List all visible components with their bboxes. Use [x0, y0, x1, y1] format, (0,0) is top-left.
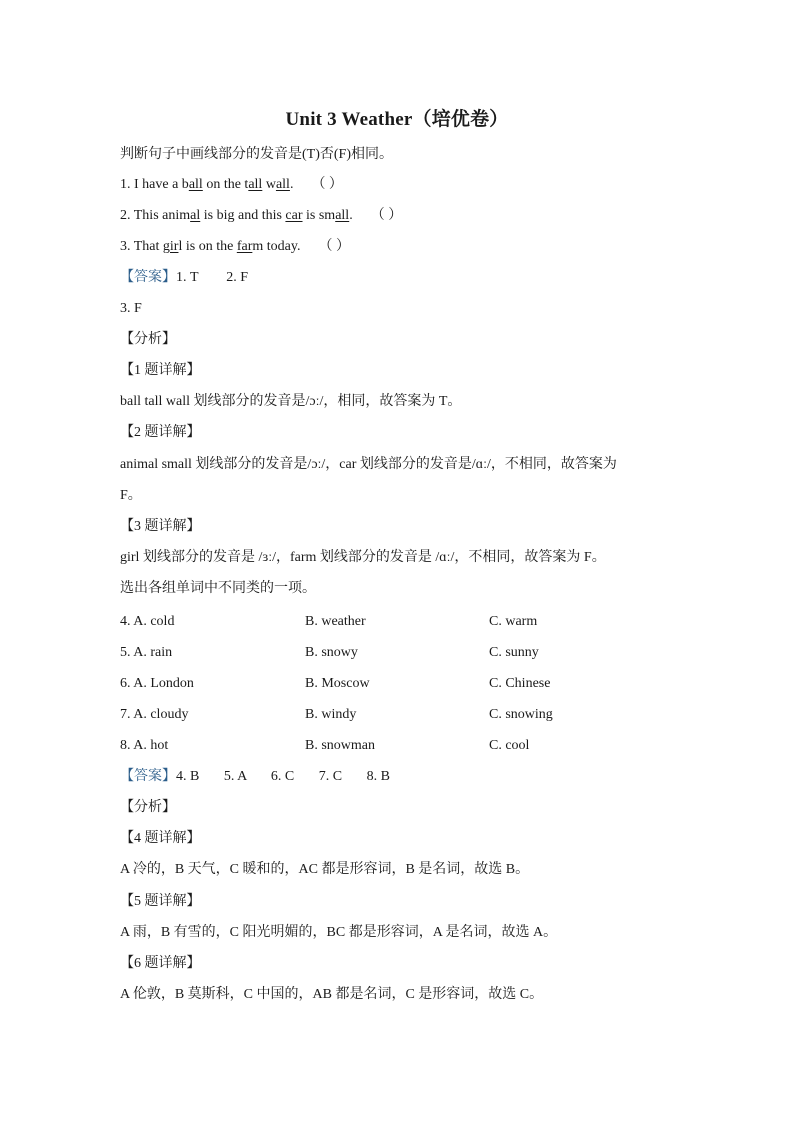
detail-text-3: girl 划线部分的发音是 /ɜː/，farm 划线部分的发音是 /ɑː/，不相同，故答案为 F。	[120, 550, 606, 565]
choice-5c: C. sunny	[489, 645, 539, 660]
question-1: 1. I have a ball on the tall wall. （ ）	[120, 177, 343, 192]
question-3: 3. That girl is on the farm today. （ ）	[120, 239, 350, 254]
detail-heading-3: 【3 题详解】	[120, 519, 201, 534]
answer-blank: （ ）	[370, 208, 403, 223]
question-2: 2. This animal is big and this car is small. （ ）	[120, 208, 403, 223]
instruction-2: 选出各组单词中不同类的一项。	[120, 581, 316, 596]
detail-heading-2: 【2 题详解】	[120, 425, 201, 440]
answer-1: 【答案】1. T 2. F	[120, 270, 249, 285]
choice-5a: 5. A. rain	[120, 645, 173, 660]
detail-text-2-cont: F。	[120, 488, 142, 503]
choice-7b: B. windy	[305, 707, 357, 722]
choice-8a: 8. A. hot	[120, 738, 169, 753]
choice-6a: 6. A. London	[120, 676, 194, 691]
analysis-heading-1: 【分析】	[120, 332, 176, 347]
detail-text-6: A 伦敦，B 莫斯科，C 中国的，AB 都是名词，C 是形容词，故选 C。	[120, 987, 544, 1002]
detail-text-1: ball tall wall 划线部分的发音是/ɔː/，相同，故答案为 T。	[120, 394, 462, 409]
detail-heading-6: 【6 题详解】	[120, 956, 201, 971]
answer-blank: （ ）	[318, 239, 350, 254]
detail-heading-1: 【1 题详解】	[120, 363, 201, 378]
detail-heading-5: 【5 题详解】	[120, 894, 201, 909]
choice-8b: B. snowman	[305, 738, 375, 753]
answer-tag: 【答案】	[120, 270, 176, 285]
page-title: Unit 3 Weather（培优卷）	[285, 109, 509, 130]
answer-tag: 【答案】	[120, 769, 176, 784]
choice-8c: C. cool	[489, 738, 530, 753]
choice-6c: C. Chinese	[489, 676, 551, 691]
choice-4a: 4. A. cold	[120, 614, 175, 629]
choice-7c: C. snowing	[489, 707, 553, 722]
answer-2: 【答案】4. B 5. A 6. C 7. C 8. B	[120, 769, 390, 784]
detail-text-2: animal small 划线部分的发音是/ɔː/，car 划线部分的发音是/ɑː/，不相同，故答案为	[120, 457, 617, 472]
detail-heading-4: 【4 题详解】	[120, 831, 201, 846]
choice-6b: B. Moscow	[305, 676, 370, 691]
detail-text-4: A 冷的，B 天气，C 暖和的，AC 都是形容词，B 是名词，故选 B。	[120, 862, 530, 877]
choice-4c: C. warm	[489, 614, 538, 629]
choice-4b: B. weather	[305, 614, 366, 629]
answer-1-cont: 3. F	[120, 301, 142, 316]
choice-7a: 7. A. cloudy	[120, 707, 189, 722]
instruction-1: 判断句子中画线部分的发音是(T)否(F)相同。	[120, 147, 393, 162]
answer-blank: （ ）	[311, 177, 343, 192]
choice-5b: B. snowy	[305, 645, 358, 660]
detail-text-5: A 雨，B 有雪的，C 阳光明媚的，BC 都是形容词，A 是名词，故选 A。	[120, 925, 558, 940]
analysis-heading-2: 【分析】	[120, 800, 176, 815]
